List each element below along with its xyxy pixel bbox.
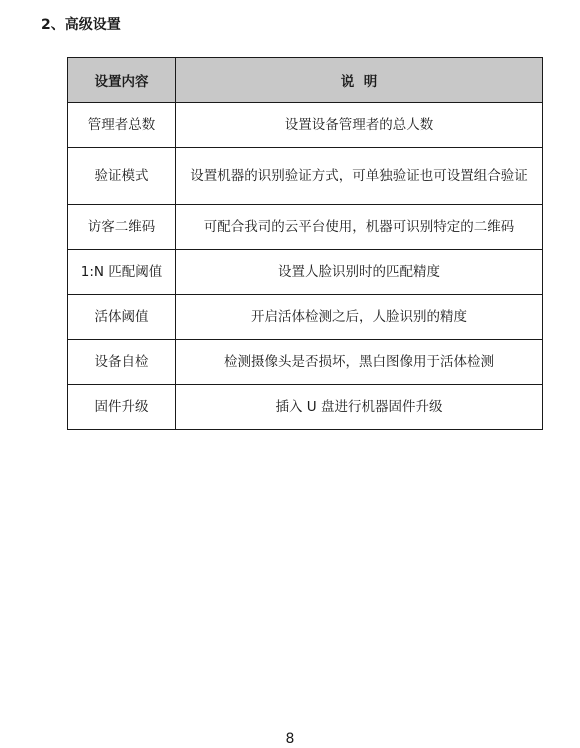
table-row xyxy=(68,205,543,250)
table-row xyxy=(68,295,543,340)
setting-description: 设置人脸识别时的匹配精度 xyxy=(176,250,543,295)
table-row xyxy=(68,340,543,385)
header-setting: 设置内容 xyxy=(68,58,176,103)
setting-name: 活体阈值 xyxy=(68,295,176,340)
setting-name: 验证模式 xyxy=(68,148,176,205)
setting-description: 插入 U 盘进行机器固件升级 xyxy=(176,385,543,430)
page-number: 8 xyxy=(285,731,295,747)
setting-name: 设备自检 xyxy=(68,340,176,385)
table-row xyxy=(68,385,543,430)
setting-name: 访客二维码 xyxy=(68,205,176,250)
section-heading: 2、高级设置 xyxy=(41,17,121,33)
table-header-row xyxy=(68,58,543,103)
setting-name: 固件升级 xyxy=(68,385,176,430)
table-row xyxy=(68,148,543,205)
advanced-settings-table xyxy=(67,57,543,430)
setting-description: 设置机器的识别验证方式，可单独验证也可设置组合验证 xyxy=(176,148,543,205)
setting-name: 1:N 匹配阈值 xyxy=(68,250,176,295)
header-description: 说 明 xyxy=(176,58,543,103)
table-row xyxy=(68,250,543,295)
table-row xyxy=(68,103,543,148)
setting-name: 管理者总数 xyxy=(68,103,176,148)
setting-description: 设置设备管理者的总人数 xyxy=(176,103,543,148)
setting-description: 可配合我司的云平台使用，机器可识别特定的二维码 xyxy=(176,205,543,250)
setting-description: 开启活体检测之后，人脸识别的精度 xyxy=(176,295,543,340)
setting-description: 检测摄像头是否损坏，黑白图像用于活体检测 xyxy=(176,340,543,385)
